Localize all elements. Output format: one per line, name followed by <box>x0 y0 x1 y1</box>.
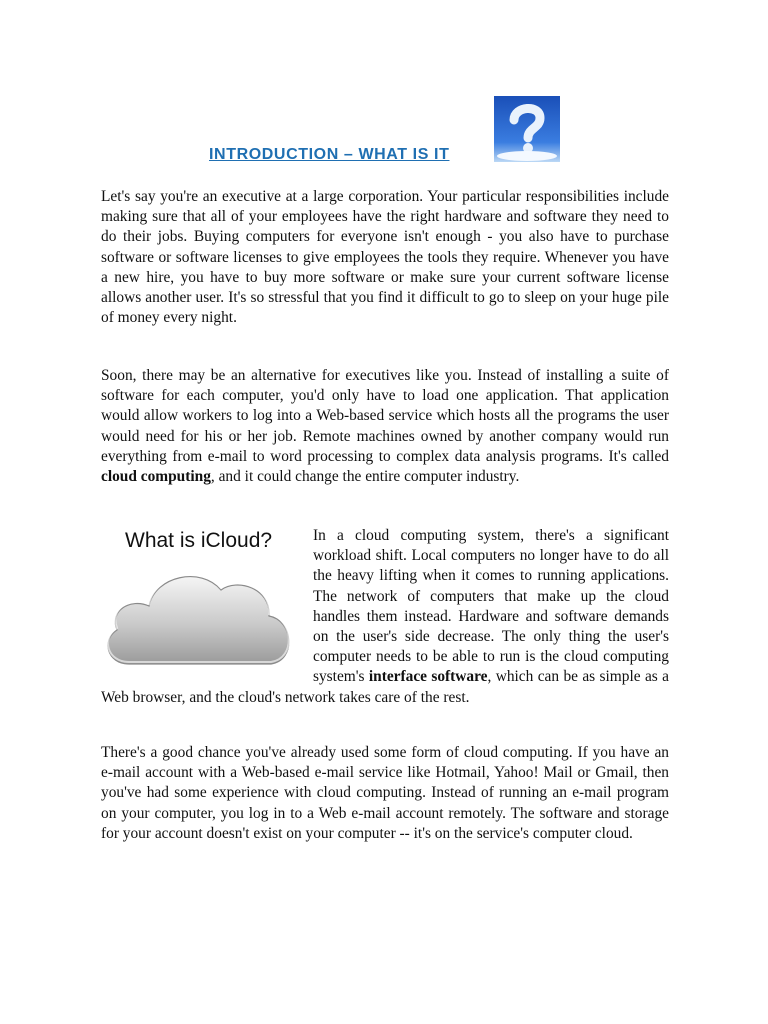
paragraph-intro: Let's say you're an executive at a large corporation. Your particular responsibilities include making sure that all of your employees have the right hardware and software they need to do their jobs. Buying computers for everyone isn't enough - you also have to purchase software or software licenses to give employees the tools they require. Whenever you have a new hire, you have to buy more software or make sure your current software license allows another user. It's so stressful that you find it difficult to go to sleep on your huge pile of money every night. <box>101 188 669 327</box>
paragraph-workload: In a cloud computing system, there's a significant workload shift. Local computers no longer have to do all the heavy lifting when it comes to running applications. The network of computers that make up the cloud handles them instead. Hardware and software demands on the user's side decrease. The only thing the user's computer needs to be able to run is the cloud computing system's interface software, which can be as simple as a Web browser, and the cloud's network takes care of the rest. <box>101 527 669 706</box>
icloud-section <box>101 526 669 708</box>
paragraph-alternative: Soon, there may be an alternative for executives like you. Instead of installing a suite of software for each computer, you'd only have to load one application. That application would allow workers to log into a Web-based service which hosts all the programs the user would need for his or her job. Remote machines owned by another company would run everything from e-mail to word processing to complex data analysis programs. It's called cloud computing, and it could change the entire computer industry. <box>101 367 669 486</box>
page-title: INTRODUCTION – WHAT IS IT <box>209 146 450 163</box>
figure-caption: What is iCloud? <box>125 529 273 552</box>
question-cloud-icon <box>494 96 560 162</box>
paragraph-email-example: There's a good chance you've already used some form of cloud computing. If you have an e-mail account with a Web-based e-mail service like Hotmail, Yahoo! Mail or Gmail, then you've had some experience with cloud computing. Instead of running an e-mail program on your computer, you log in to a Web e-mail account remotely. The software and storage for your account doesn't exist on your computer -- it's on the service's computer cloud. <box>101 744 669 842</box>
cloud-computing-term: cloud computing <box>101 468 211 486</box>
icloud-icon <box>101 560 301 672</box>
icloud-figure <box>101 526 301 672</box>
interface-software-term: interface software <box>368 668 488 686</box>
